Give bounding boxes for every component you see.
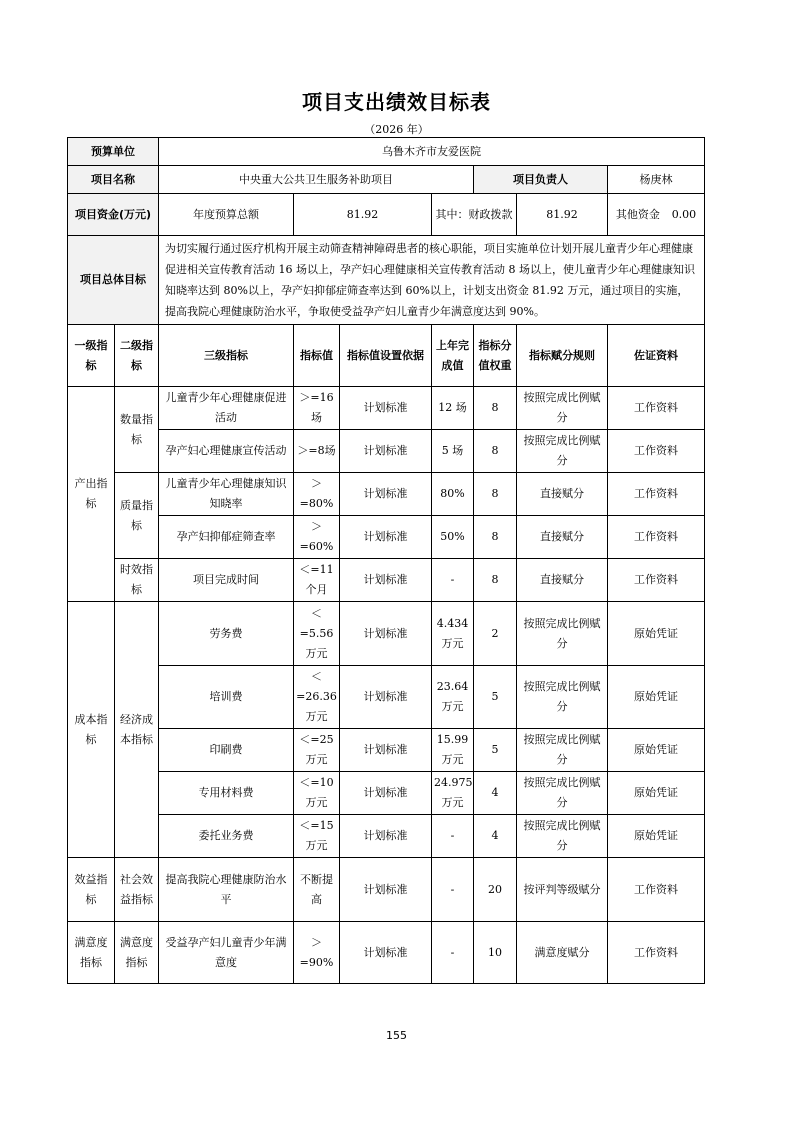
other-funds-value: 0.00: [671, 207, 697, 221]
row-evidence: 工作资料: [608, 922, 705, 984]
row-evidence: 原始凭证: [608, 602, 705, 666]
row-weight: 8: [474, 430, 517, 473]
row-weight: 4: [474, 772, 517, 815]
row-value: ＜=10万元: [294, 772, 340, 815]
budget-unit-label: 预算单位: [68, 138, 159, 166]
row-name: 受益孕产妇儿童青少年满意度: [159, 922, 294, 984]
row-evidence: 原始凭证: [608, 666, 705, 729]
row-last: -: [432, 922, 474, 984]
project-name-label: 项目名称: [68, 166, 159, 194]
row-last: 80%: [432, 473, 474, 516]
row-value: ＞=60%: [294, 516, 340, 559]
project-name-value: 中央重大公共卫生服务补助项目: [159, 166, 474, 194]
row-rule: 直接赋分: [517, 516, 608, 559]
row-value: ＞=16场: [294, 387, 340, 430]
row-basis: 计划标准: [340, 666, 432, 729]
row-basis: 计划标准: [340, 516, 432, 559]
row-value: ＜=15万元: [294, 815, 340, 858]
funds-label: 项目资金(万元): [68, 194, 159, 236]
row-evidence: 工作资料: [608, 516, 705, 559]
row-value: ＞=90%: [294, 922, 340, 984]
row-value: ＜=5.56万元: [294, 602, 340, 666]
row-rule: 按照完成比例赋分: [517, 772, 608, 815]
overall-goal-text: 为切实履行通过医疗机构开展主动筛查精神障碍患者的核心职能，项目实施单位计划开展儿童青少年心理健康促进相关宣传教育活动 16 场以上，孕产妇心理健康相关宣传教育活动 8 场以上，使儿童青少年心理健康知识知晓率达到 80%以上，孕产妇抑郁症筛查率达到 60%以上，计划支出资金 81.92 万元，通过项目的实施，提高我院心理健康防治水平，争取使受益孕产妇儿童青少年满意度达到 90%。: [159, 236, 705, 325]
row-evidence: 工作资料: [608, 387, 705, 430]
group-benefit: 效益指标: [68, 858, 115, 922]
col-value: 指标值: [294, 325, 340, 387]
row-rule: 直接赋分: [517, 473, 608, 516]
row-last: 12 场: [432, 387, 474, 430]
row-last: 15.99万元: [432, 729, 474, 772]
row-basis: 计划标准: [340, 858, 432, 922]
row-basis: 计划标准: [340, 387, 432, 430]
row-weight: 8: [474, 473, 517, 516]
row-basis: 计划标准: [340, 602, 432, 666]
row-rule: 按照完成比例赋分: [517, 430, 608, 473]
project-leader-value: 杨庚林: [608, 166, 705, 194]
overall-goal-label: 项目总体目标: [68, 236, 159, 325]
row-rule: 按照完成比例赋分: [517, 666, 608, 729]
row-basis: 计划标准: [340, 772, 432, 815]
row-evidence: 工作资料: [608, 430, 705, 473]
row-evidence: 原始凭证: [608, 815, 705, 858]
row-basis: 计划标准: [340, 729, 432, 772]
row-rule: 按评判等级赋分: [517, 858, 608, 922]
row-name: 劳务费: [159, 602, 294, 666]
subgroup-economic: 经济成本指标: [115, 602, 159, 858]
page-title: 项目支出绩效目标表: [302, 90, 491, 114]
row-last: -: [432, 815, 474, 858]
row-value: ＜=11个月: [294, 559, 340, 602]
row-last: 5 场: [432, 430, 474, 473]
row-weight: 4: [474, 815, 517, 858]
row-basis: 计划标准: [340, 473, 432, 516]
row-weight: 8: [474, 516, 517, 559]
row-rule: 按照完成比例赋分: [517, 387, 608, 430]
subgroup-satisfaction: 满意度指标: [115, 922, 159, 984]
row-evidence: 原始凭证: [608, 772, 705, 815]
col-rule: 指标赋分规则: [517, 325, 608, 387]
subgroup-quantity: 数量指标: [115, 387, 159, 473]
row-weight: 20: [474, 858, 517, 922]
row-evidence: 工作资料: [608, 858, 705, 922]
row-last: 24.975万元: [432, 772, 474, 815]
row-weight: 8: [474, 387, 517, 430]
col-evidence: 佐证资料: [608, 325, 705, 387]
row-last: 4.434万元: [432, 602, 474, 666]
row-last: 23.64万元: [432, 666, 474, 729]
row-name: 孕产妇抑郁症筛查率: [159, 516, 294, 559]
col-weight: 指标分值权重: [474, 325, 517, 387]
col-basis: 指标值设置依据: [340, 325, 432, 387]
row-basis: 计划标准: [340, 922, 432, 984]
row-rule: 按照完成比例赋分: [517, 602, 608, 666]
group-output: 产出指标: [68, 387, 115, 602]
subgroup-timeliness: 时效指标: [115, 559, 159, 602]
row-rule: 直接赋分: [517, 559, 608, 602]
col-level3: 三级指标: [159, 325, 294, 387]
row-last: -: [432, 858, 474, 922]
fiscal-value: 81.92: [517, 194, 608, 236]
row-last: 50%: [432, 516, 474, 559]
row-weight: 2: [474, 602, 517, 666]
row-evidence: 工作资料: [608, 559, 705, 602]
row-value: ＞=8场: [294, 430, 340, 473]
project-leader-label: 项目负责人: [474, 166, 608, 194]
row-rule: 按照完成比例赋分: [517, 729, 608, 772]
annual-budget-value: 81.92: [294, 194, 432, 236]
row-name: 委托业务费: [159, 815, 294, 858]
row-weight: 8: [474, 559, 517, 602]
row-weight: 5: [474, 666, 517, 729]
row-rule: 满意度赋分: [517, 922, 608, 984]
row-last: -: [432, 559, 474, 602]
group-cost: 成本指标: [68, 602, 115, 858]
row-evidence: 工作资料: [608, 473, 705, 516]
row-weight: 10: [474, 922, 517, 984]
row-value: ＜=26.36万元: [294, 666, 340, 729]
row-name: 儿童青少年心理健康促进活动: [159, 387, 294, 430]
row-name: 专用材料费: [159, 772, 294, 815]
fiscal-label: 其中：财政拨款: [432, 194, 517, 236]
row-name: 提高我院心理健康防治水平: [159, 858, 294, 922]
subgroup-quality: 质量指标: [115, 473, 159, 559]
other-funds-label: 其他资金: [615, 207, 660, 221]
row-rule: 按照完成比例赋分: [517, 815, 608, 858]
year-label: （2026 年）: [364, 123, 429, 136]
row-evidence: 原始凭证: [608, 729, 705, 772]
row-value: 不断提高: [294, 858, 340, 922]
row-value: ＜=25万元: [294, 729, 340, 772]
row-name: 孕产妇心理健康宣传活动: [159, 430, 294, 473]
row-basis: 计划标准: [340, 430, 432, 473]
row-name: 印刷费: [159, 729, 294, 772]
col-level1: 一级指标: [68, 325, 115, 387]
page-number: 155: [386, 1029, 407, 1042]
group-satisfaction: 满意度指标: [68, 922, 115, 984]
performance-table: [67, 137, 705, 984]
row-value: ＞=80%: [294, 473, 340, 516]
row-weight: 5: [474, 729, 517, 772]
col-last-year: 上年完成值: [432, 325, 474, 387]
row-name: 项目完成时间: [159, 559, 294, 602]
row-name: 儿童青少年心理健康知识知晓率: [159, 473, 294, 516]
row-name: 培训费: [159, 666, 294, 729]
col-level2: 二级指标: [115, 325, 159, 387]
annual-budget-label: 年度预算总额: [159, 194, 294, 236]
row-basis: 计划标准: [340, 559, 432, 602]
subgroup-social: 社会效益指标: [115, 858, 159, 922]
budget-unit-value: 乌鲁木齐市友爱医院: [159, 138, 705, 166]
row-basis: 计划标准: [340, 815, 432, 858]
other-funds-cell: [608, 194, 705, 236]
